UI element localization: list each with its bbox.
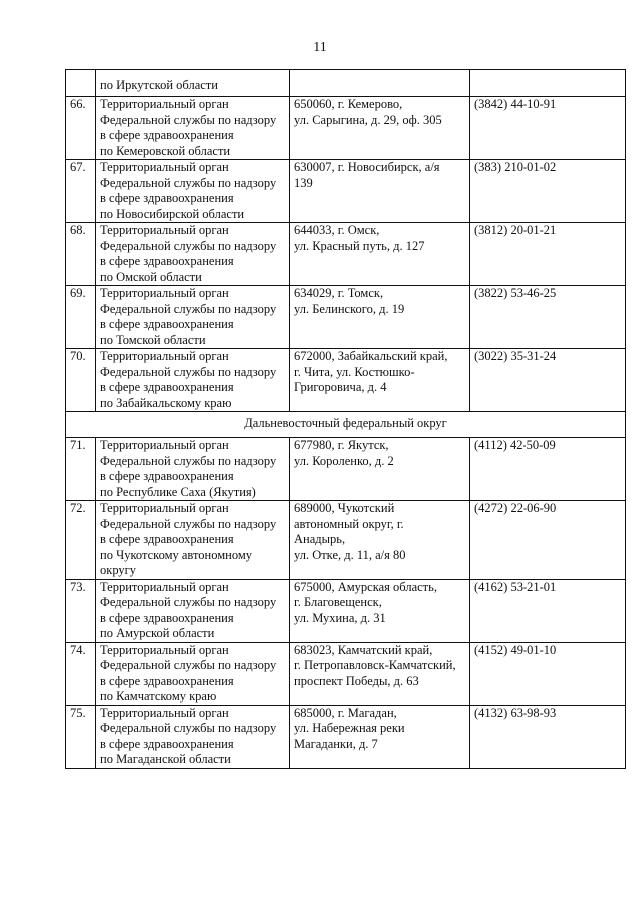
name-line: Федеральной службы по надзору: [100, 175, 277, 190]
cell-address: [290, 349, 470, 412]
cell-phone: (4132) 63-98-93: [470, 705, 626, 768]
cell-phone: (3842) 44-10-91: [470, 97, 626, 160]
address-line: ул. Отке, д. 11, а/я 80: [294, 547, 406, 562]
cell-number: 66.: [66, 97, 96, 160]
address-line: ул. Красный путь, д. 127: [294, 238, 425, 253]
section-title: Дальневосточный федеральный округ: [66, 412, 626, 438]
table-row: [66, 501, 626, 580]
cell-number: 75.: [66, 705, 96, 768]
name-line: Территориальный орган: [100, 642, 229, 657]
cell-name: [96, 349, 290, 412]
name-line: Территориальный орган: [100, 579, 229, 594]
name-line: Территориальный орган: [100, 438, 229, 452]
address-line: г. Благовещенск,: [294, 595, 382, 609]
name-line: округу: [100, 563, 137, 577]
address-line: 139: [294, 175, 313, 190]
address-line: 644033, г. Омск,: [294, 223, 380, 237]
address-line: Анадырь,: [294, 532, 346, 546]
table-row: [66, 160, 626, 223]
address-line: г. Чита, ул. Костюшко-: [294, 364, 415, 379]
name-line: по Новосибирской области: [100, 206, 245, 221]
address-line: ул. Короленко, д. 2: [294, 453, 394, 468]
cell-number: 67.: [66, 160, 96, 223]
cell-phone: (3812) 20-01-21: [470, 223, 626, 286]
address-line: 634029, г. Томск,: [294, 286, 384, 300]
name-line: по Чукотскому автономному: [100, 547, 253, 562]
name-line: по Томской области: [100, 332, 206, 347]
cell-name: [96, 97, 290, 160]
name-line: в сфере здравоохранения: [100, 380, 234, 394]
address-line: 630007, г. Новосибирск, а/я: [294, 160, 440, 174]
cell-address: [290, 705, 470, 768]
name-line: по Республике Саха (Якутия): [100, 484, 256, 499]
name-line: Территориальный орган: [100, 286, 229, 300]
name-line: по Амурской области: [100, 626, 215, 640]
address-line: ул. Белинского, д. 19: [294, 301, 405, 316]
name-line: по Камчатскому краю: [100, 689, 217, 703]
name-line: по Магаданской области: [100, 752, 231, 766]
address-line: 675000, Амурская область,: [294, 579, 437, 594]
cell-number: 71.: [66, 438, 96, 501]
name-line: Федеральной службы по надзору: [100, 516, 277, 531]
cell-name: [96, 223, 290, 286]
table-row: [66, 705, 626, 768]
cell-phone: (3022) 35-31-24: [470, 349, 626, 412]
address-line: автономный округ, г.: [294, 516, 404, 531]
cell-name: [96, 705, 290, 768]
name-line: Федеральной службы по надзору: [100, 112, 277, 127]
cell-name: [96, 438, 290, 501]
table-row: [66, 642, 626, 705]
name-line: в сфере здравоохранения: [100, 128, 234, 142]
cell-address: [290, 642, 470, 705]
cell-phone: [470, 70, 626, 97]
address-line: 650060, г. Кемерово,: [294, 97, 403, 111]
name-line: по Забайкальскому краю: [100, 395, 232, 410]
cell-address: [290, 160, 470, 223]
table-row: [66, 97, 626, 160]
cell-name: [96, 160, 290, 223]
address-line: 677980, г. Якутск,: [294, 438, 389, 452]
cell-number: 70.: [66, 349, 96, 412]
name-line: в сфере здравоохранения: [100, 610, 234, 625]
section-row: [66, 412, 626, 438]
name-line: Территориальный орган: [100, 160, 229, 174]
name-line: Федеральной службы по надзору: [100, 658, 277, 672]
address-line: 685000, г. Магадан,: [294, 705, 397, 720]
address-line: ул. Набережная реки: [294, 721, 405, 735]
address-line: Магаданки, д. 7: [294, 736, 378, 751]
cell-name: [96, 501, 290, 580]
address-line: г. Петропавловск-Камчатский,: [294, 658, 456, 672]
name-line: Территориальный орган: [100, 349, 229, 363]
table-row: [66, 349, 626, 412]
cell-address: [290, 70, 470, 97]
name-line: в сфере здравоохранения: [100, 673, 234, 688]
address-line: 689000, Чукотский: [294, 501, 395, 515]
name-line: Территориальный орган: [100, 705, 229, 720]
cell-address: [290, 501, 470, 580]
address-line: ул. Сарыгина, д. 29, оф. 305: [294, 112, 442, 127]
address-line: ул. Мухина, д. 31: [294, 610, 386, 625]
cell-number: [66, 70, 96, 97]
cell-phone: (4112) 42-50-09: [470, 438, 626, 501]
name-line: в сфере здравоохранения: [100, 736, 234, 751]
name-line: Федеральной службы по надзору: [100, 721, 277, 735]
name-line: в сфере здравоохранения: [100, 191, 234, 205]
name-line: Территориальный орган: [100, 223, 229, 237]
cell-name: [96, 642, 290, 705]
cell-number: 69.: [66, 286, 96, 349]
name-line: в сфере здравоохранения: [100, 317, 234, 331]
cell-phone: (383) 210-01-02: [470, 160, 626, 223]
name-line: по Омской области: [100, 269, 202, 284]
name-line: по Кемеровской области: [100, 143, 231, 158]
address-line: Григоровича, д. 4: [294, 380, 387, 394]
cell-address: [290, 438, 470, 501]
registry-table: [65, 69, 626, 769]
cell-address: [290, 97, 470, 160]
table-row: [66, 438, 626, 501]
name-line: Федеральной службы по надзору: [100, 238, 277, 253]
table-row-continuation: [66, 70, 626, 97]
cell-phone: (3822) 53-46-25: [470, 286, 626, 349]
cell-address: [290, 223, 470, 286]
name-line: в сфере здравоохранения: [100, 532, 234, 546]
name-line: Территориальный орган: [100, 501, 229, 515]
name-line: Федеральной службы по надзору: [100, 301, 277, 316]
cell-name: по Иркутской области: [96, 70, 290, 97]
cell-number: 68.: [66, 223, 96, 286]
name-line: Федеральной службы по надзору: [100, 595, 277, 609]
cell-phone: (4152) 49-01-10: [470, 642, 626, 705]
cell-number: 74.: [66, 642, 96, 705]
name-line: Федеральной службы по надзору: [100, 364, 277, 379]
cell-name: [96, 579, 290, 642]
cell-phone: (4162) 53-21-01: [470, 579, 626, 642]
cell-name: [96, 286, 290, 349]
name-line: в сфере здравоохранения: [100, 469, 234, 483]
name-line: Федеральной службы по надзору: [100, 453, 277, 468]
table-row: [66, 579, 626, 642]
cell-address: [290, 579, 470, 642]
address-line: проспект Победы, д. 63: [294, 673, 419, 688]
address-line: 683023, Камчатский край,: [294, 642, 433, 657]
cell-number: 73.: [66, 579, 96, 642]
table-row: [66, 286, 626, 349]
name-line: в сфере здравоохранения: [100, 254, 234, 268]
name-line: Территориальный орган: [100, 97, 229, 111]
table-row: [66, 223, 626, 286]
address-line: 672000, Забайкальский край,: [294, 349, 448, 363]
cell-number: 72.: [66, 501, 96, 580]
page-number: 11: [313, 40, 327, 55]
cell-address: [290, 286, 470, 349]
cell-phone: (4272) 22-06-90: [470, 501, 626, 580]
